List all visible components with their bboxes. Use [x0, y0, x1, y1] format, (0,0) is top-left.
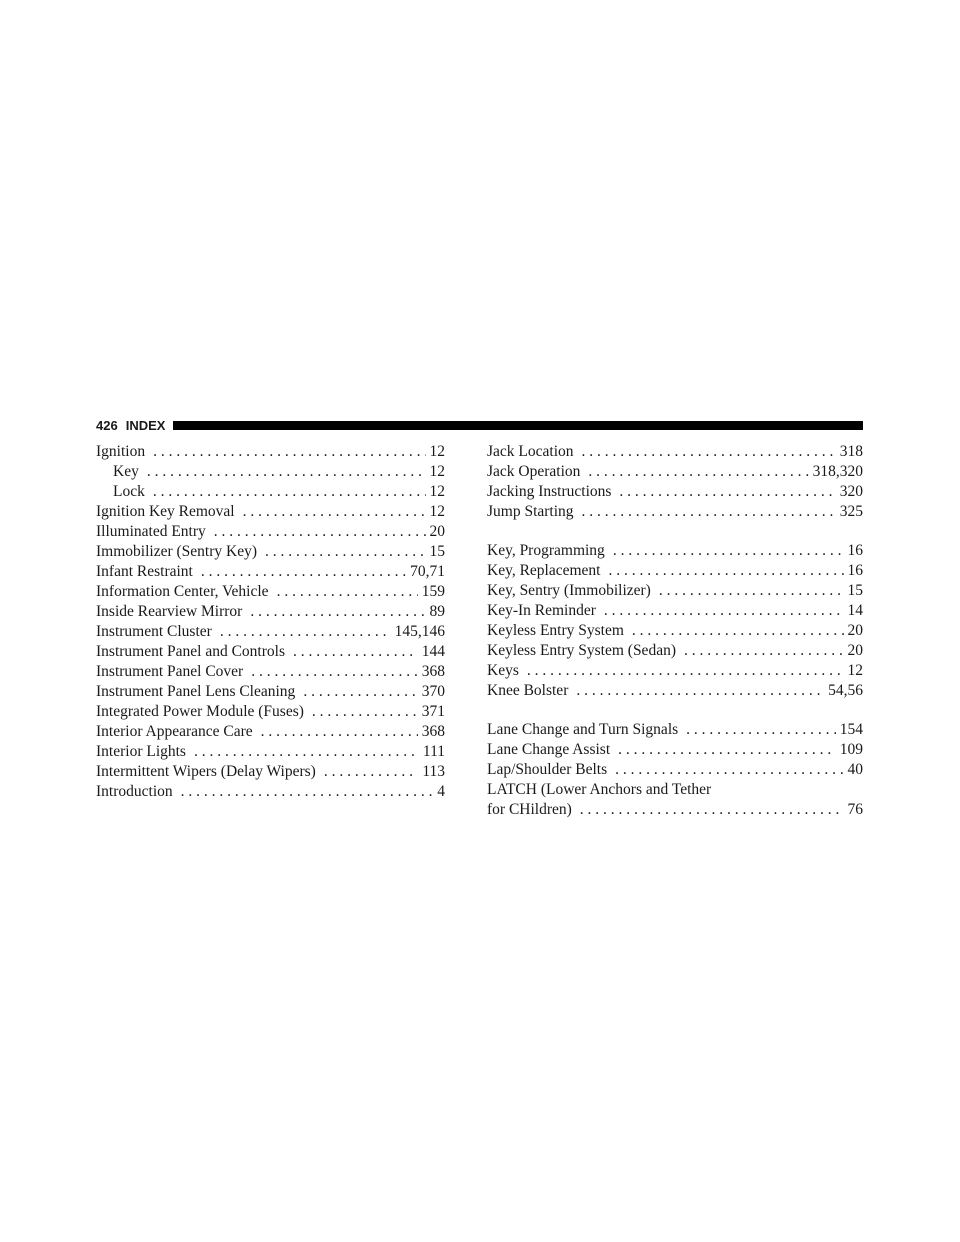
entry-page: 89 [429, 603, 445, 620]
entry-label: Lock [113, 483, 145, 500]
entry-label: Instrument Cluster [96, 623, 212, 640]
index-entry [487, 661, 863, 681]
index-entry [96, 502, 445, 522]
entry-label: Lane Change and Turn Signals [487, 721, 679, 738]
index-entry [96, 702, 445, 722]
index-entry [487, 482, 863, 502]
entry-page: 159 [421, 583, 445, 600]
index-entry [96, 622, 445, 642]
leader-dots [588, 462, 808, 482]
entry-label: Inside Rearview Mirror [96, 603, 243, 620]
entry-label: Integrated Power Module (Fuses) [96, 703, 304, 720]
leader-dots [201, 562, 406, 582]
entry-page: 76 [847, 801, 863, 818]
entry-page: 113 [422, 763, 445, 780]
index-entry [487, 541, 863, 561]
entry-page: 144 [421, 643, 445, 660]
index-entry [487, 621, 863, 641]
leader-dots [615, 760, 843, 780]
entry-label: Instrument Panel and Controls [96, 643, 285, 660]
leader-dots [659, 581, 844, 601]
group-spacer [487, 522, 863, 541]
entry-page: 368 [421, 663, 445, 680]
entry-label: Keyless Entry System [487, 622, 624, 639]
index-entry [487, 462, 863, 482]
index-entry [487, 641, 863, 661]
index-entry [96, 742, 445, 762]
leader-dots [576, 681, 824, 701]
index-entry [96, 602, 445, 622]
index-group-k [487, 541, 863, 701]
entry-page: 325 [839, 503, 863, 520]
entry-page: 12 [429, 443, 445, 460]
index-entry [487, 581, 863, 601]
leader-dots [293, 642, 418, 662]
index-entry [96, 522, 445, 542]
leader-dots [181, 782, 434, 802]
entry-label: Jack Location [487, 443, 574, 460]
index-entry [96, 482, 445, 502]
entry-label: Infant Restraint [96, 563, 193, 580]
index-entry [96, 682, 445, 702]
leader-dots [324, 762, 418, 782]
entry-page: 12 [847, 662, 863, 679]
index-column-right [487, 442, 863, 820]
entry-label: Knee Bolster [487, 682, 569, 699]
leader-dots [220, 622, 391, 642]
index-group-j [487, 442, 863, 522]
header-rule [173, 421, 863, 430]
leader-dots [303, 682, 417, 702]
index-entry [487, 681, 863, 701]
entry-label: Key [113, 463, 139, 480]
leader-dots [613, 541, 844, 561]
index-entry [487, 740, 863, 760]
index-entry [96, 542, 445, 562]
leader-dots [250, 602, 425, 622]
entry-page: 318 [839, 443, 863, 460]
entry-label: Information Center, Vehicle [96, 583, 269, 600]
index-entry [96, 722, 445, 742]
entry-label: for CHildren) [487, 801, 572, 818]
group-spacer [487, 701, 863, 720]
index-entry [96, 442, 445, 462]
leader-dots [580, 800, 844, 820]
index-entry [96, 462, 445, 482]
leader-dots [684, 641, 844, 661]
entry-page: 318,320 [812, 463, 863, 480]
leader-dots [608, 561, 843, 581]
index-entry [487, 720, 863, 740]
entry-label: Instrument Panel Cover [96, 663, 244, 680]
entry-page: 145,146 [394, 623, 445, 640]
index-entry [96, 662, 445, 682]
leader-dots [243, 502, 426, 522]
entry-label: Key, Sentry (Immobilizer) [487, 582, 651, 599]
entry-page: 70,71 [410, 563, 445, 580]
entry-label: Ignition Key Removal [96, 503, 235, 520]
entry-label: Intermittent Wipers (Delay Wipers) [96, 763, 316, 780]
leader-dots [312, 702, 418, 722]
entry-page: 20 [847, 622, 863, 639]
entry-label: Key, Programming [487, 542, 605, 559]
leader-dots [527, 661, 844, 681]
entry-label: Jack Operation [487, 463, 581, 480]
entry-page: 14 [847, 602, 863, 619]
index-entry [96, 582, 445, 602]
index-entry [487, 502, 863, 522]
entry-page: 20 [429, 523, 445, 540]
entry-page: 12 [429, 463, 445, 480]
entry-page: 368 [421, 723, 445, 740]
entry-label: Interior Appearance Care [96, 723, 253, 740]
section-title: INDEX [125, 417, 166, 433]
leader-dots [277, 582, 418, 602]
index-entry-latch-line2 [487, 800, 863, 820]
entry-label: Ignition [96, 443, 146, 460]
index-entry [487, 442, 863, 462]
leader-dots [582, 502, 836, 522]
entry-label: Instrument Panel Lens Cleaning [96, 683, 296, 700]
leader-dots [147, 462, 426, 482]
index-entry [96, 782, 445, 802]
entry-label: Key-In Reminder [487, 602, 596, 619]
index-entry [96, 642, 445, 662]
entry-label: Keyless Entry System (Sedan) [487, 642, 676, 659]
entry-page: 4 [437, 783, 445, 800]
entry-page: 12 [429, 483, 445, 500]
entry-page: 109 [839, 741, 863, 758]
entry-page: 16 [847, 542, 863, 559]
entry-page: 15 [847, 582, 863, 599]
leader-dots [619, 482, 835, 502]
leader-dots [251, 662, 418, 682]
index-entry [487, 561, 863, 581]
entry-label: Lane Change Assist [487, 741, 611, 758]
entry-page: 12 [429, 503, 445, 520]
entry-label: Immobilizer (Sentry Key) [96, 543, 257, 560]
entry-label: Interior Lights [96, 743, 186, 760]
index-column-left [96, 442, 445, 802]
entry-label: Key, Replacement [487, 562, 601, 579]
index-entry [96, 562, 445, 582]
entry-page: 371 [421, 703, 445, 720]
entry-page: 320 [839, 483, 863, 500]
leader-dots [686, 720, 836, 740]
leader-dots [261, 722, 418, 742]
page-header [96, 415, 863, 435]
leader-dots [604, 601, 844, 621]
entry-label: Keys [487, 662, 519, 679]
page-number: 426 [96, 417, 118, 433]
leader-dots [194, 742, 419, 762]
entry-page: 15 [429, 543, 445, 560]
entry-page: 111 [422, 743, 445, 760]
entry-page: 20 [847, 642, 863, 659]
index-entry [487, 601, 863, 621]
entry-label: Illuminated Entry [96, 523, 206, 540]
leader-dots [632, 621, 844, 641]
leader-dots [265, 542, 426, 562]
entry-page: 370 [421, 683, 445, 700]
entry-label: Jump Starting [487, 503, 574, 520]
leader-dots [214, 522, 426, 542]
leader-dots [153, 482, 426, 502]
entry-page: 154 [839, 721, 863, 738]
leader-dots [153, 442, 425, 462]
entry-page: 40 [847, 761, 863, 778]
index-group-l [487, 720, 863, 780]
index-entry-latch-line1: LATCH (Lower Anchors and Tether [487, 781, 712, 798]
entry-page: 16 [847, 562, 863, 579]
entry-label: Introduction [96, 783, 173, 800]
entry-label: Lap/Shoulder Belts [487, 761, 608, 778]
entry-page: 54,56 [828, 682, 863, 699]
leader-dots [618, 740, 836, 760]
entry-label: Jacking Instructions [487, 483, 612, 500]
leader-dots [582, 442, 836, 462]
index-entry [487, 760, 863, 780]
index-entry [96, 762, 445, 782]
